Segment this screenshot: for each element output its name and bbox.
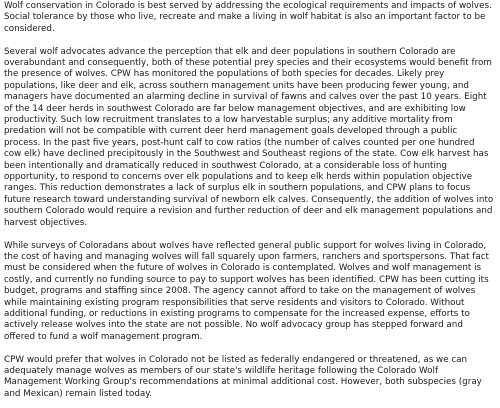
paragraph-federal-listing: CPW would prefer that wolves in Colorado not be listed as federally endangered or threatened, as we can adequately manage wolves as members of our state's wildlife heritage following the Colorado Wolf Management Working Group's recommendations at minimal additional cost. However, both subspecies (gray and Mexican) remain listed today. <box>4 354 482 399</box>
paragraph-cost-and-funding: While surveys of Coloradans about wolves have reflected general public support for wolves living in Colorado, the cost of having and managing wolves will fall squarely upon farmers, ranchers and sportspersons. That fact must be considered when the future of wolves in Colorado is contemplated. Wolves and wolf management is costly, and currently no funding source to pay to support wolves has been identified. CPW has been cutting its budget, programs and staffing since 2008. The agency cannot afford to take on the management of wolves while maintaining existing program responsibilities that serve residents and visitors to Colorado. Without additional funding, or reductions in existing programs to compensate for the increased expense, efforts to actively release wolves into the state are not possible. No wolf advocacy group has stepped forward and offered to fund a wolf management program. <box>4 240 489 342</box>
paragraph-prey-populations: Several wolf advocates advance the perception that elk and deer populations in southern Colorado are overabundant and consequently, both of these potential prey species and their ecosystems would benefit from the presence of wolves. CPW has monitored the populations of both species for decades. Likely prey populations, like deer and elk, across southern management units have been producing fewer young, and managers have documented an alarming decline in survival of fawns and calves over the past 10 years. Eight of the 14 deer herds in southwest Colorado are far below management objectives, and are exhibiting low productivity. Such low recruitment translates to a low harvestable surplus; any additive mortality from predation will not be compatible with current deer herd management goals developed through a public process. In the past five years, post-hunt calf to cow ratios (the number of calves counted per one hundred cow elk) have declined precipitously in the Southwest and Southeast regions of the state. Cow elk harvest has been intentionally and dramatically reduced in southwest Colorado, at a considerable loss of hunting opportunity, to respond to concerns over elk populations and to keep elk herds within population objective ranges. This reduction demonstrates a lack of surplus elk in southern populations, and CPW plans to focus future research toward understanding survival of newborn elk calves. Consequently, the addition of wolves into southern Colorado would require a revision and further reduction of deer and elk management populations and harvest objectives. <box>4 46 494 228</box>
paragraph-wolf-conservation: Wolf conservation in Colorado is best served by addressing the ecological requirements and impacts of wolves. Social tolerance by those who live, recreate and make a living in wolf habitat is also an important factor to be considered. <box>4 1 492 34</box>
document-body <box>4 1 494 400</box>
